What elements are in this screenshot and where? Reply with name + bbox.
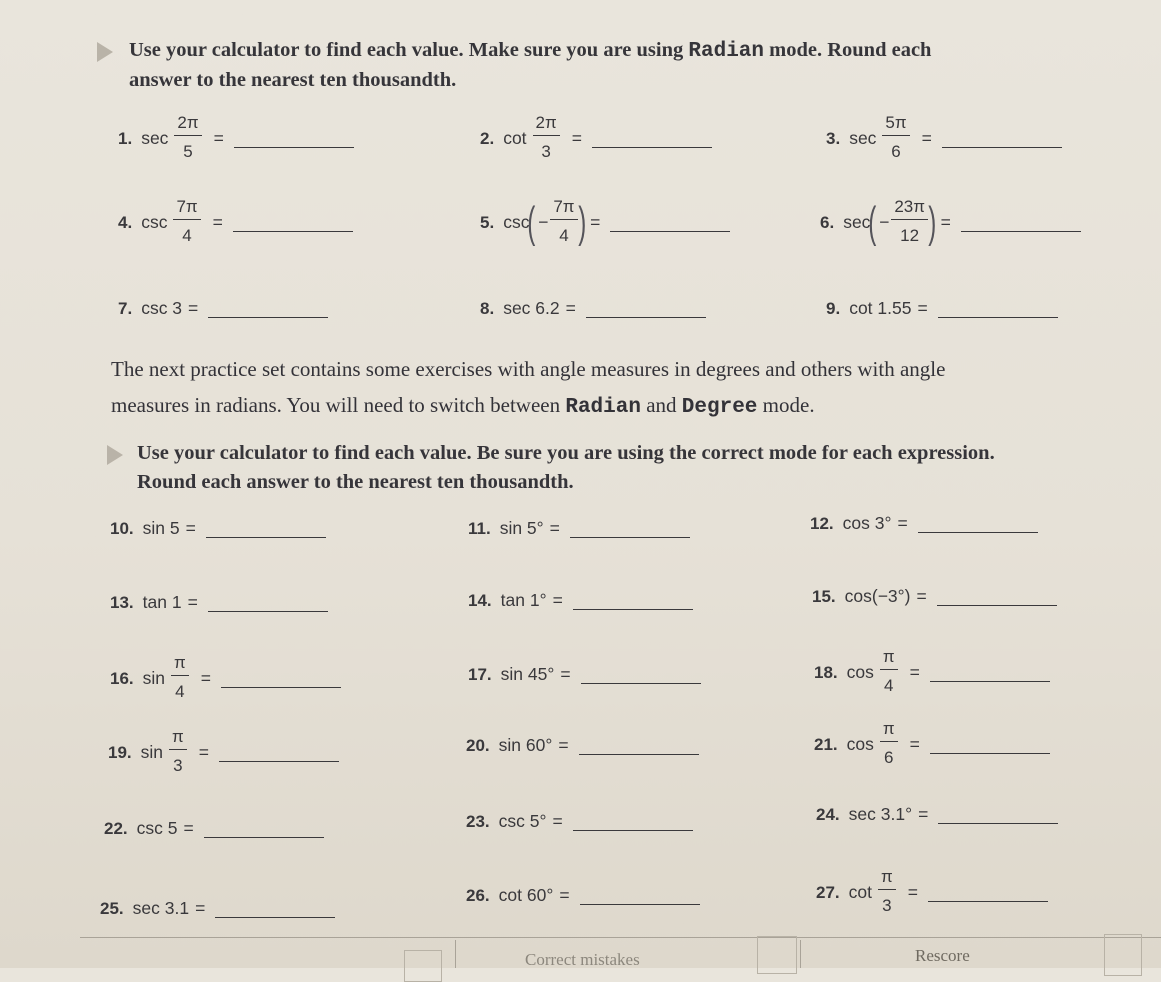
- problem-12: 12. cos 3° =: [810, 513, 1038, 534]
- footer-rule: [80, 937, 1161, 938]
- answer-blank[interactable]: [219, 743, 339, 762]
- answer-blank[interactable]: [938, 299, 1058, 318]
- problem-5: 5. csc ( − $\frac{7\pi}{4}$ ) =: [480, 196, 730, 249]
- answer-blank[interactable]: [234, 129, 354, 148]
- problem-10: 10. sin 5 =: [110, 518, 326, 539]
- answer-blank[interactable]: [221, 669, 341, 688]
- footer-divider: [800, 940, 801, 968]
- answer-blank[interactable]: [592, 129, 712, 148]
- arrow-icon: [107, 445, 123, 465]
- answer-blank[interactable]: [204, 819, 324, 838]
- problem-16: 16. sin $\frac{\pi}{4}$ =: [110, 652, 341, 705]
- correct-mistakes-checkbox[interactable]: [757, 936, 797, 974]
- problem-17: 17. sin 45° =: [468, 664, 701, 685]
- answer-blank[interactable]: [586, 299, 706, 318]
- answer-blank[interactable]: [610, 213, 730, 232]
- problem-19: 19. sin $\frac{\pi}{3}$ =: [108, 726, 339, 779]
- answer-blank[interactable]: [938, 805, 1058, 824]
- problem-14: 14. tan 1° =: [468, 590, 693, 611]
- footer-divider: [455, 940, 456, 968]
- problem-26: 26. cot 60° =: [466, 885, 700, 906]
- answer-blank[interactable]: [580, 886, 700, 905]
- answer-blank[interactable]: [206, 519, 326, 538]
- answer-blank[interactable]: [942, 129, 1062, 148]
- problem-13: 13. tan 1 =: [110, 592, 328, 613]
- problem-11: 11. sin 5° =: [468, 518, 690, 539]
- answer-blank[interactable]: [930, 663, 1050, 682]
- radian-mode-label: Radian: [688, 40, 765, 63]
- problem-1: 1. sec $\frac{2\pi}{5}$ =: [118, 112, 354, 165]
- answer-blank[interactable]: [961, 213, 1081, 232]
- answer-blank[interactable]: [579, 736, 699, 755]
- answer-blank[interactable]: [573, 812, 693, 831]
- instruction-2: Use your calculator to find each value. Be sure you are using the correct mode for each expression. Round each answer to the nearest ten thousandth.: [137, 442, 995, 493]
- arrow-icon: [97, 42, 113, 62]
- answer-blank[interactable]: [208, 299, 328, 318]
- problem-24: 24. sec 3.1° =: [816, 804, 1058, 825]
- problem-22: 22. csc 5 =: [104, 818, 324, 839]
- problem-9: 9. cot 1.55 =: [826, 298, 1058, 319]
- mode-paragraph: The next practice set contains some exercises with angle measures in degrees and others with angle measures in radians. You will need to switch between Radian and Degree mode.: [111, 357, 946, 419]
- problem-2: 2. cot $\frac{2\pi}{3}$ =: [480, 112, 712, 165]
- answer-blank[interactable]: [573, 591, 693, 610]
- problem-21: 21. cos $\frac{\pi}{6}$ =: [814, 718, 1050, 771]
- answer-blank[interactable]: [937, 587, 1057, 606]
- problem-20: 20. sin 60° =: [466, 735, 699, 756]
- problem-25: 25. sec 3.1 =: [100, 898, 335, 919]
- problem-3: 3. sec $\frac{5\pi}{6}$ =: [826, 112, 1062, 165]
- answer-blank[interactable]: [581, 665, 701, 684]
- answer-blank[interactable]: [208, 593, 328, 612]
- answer-blank[interactable]: [570, 519, 690, 538]
- answer-blank[interactable]: [930, 735, 1050, 754]
- rescore-checkbox[interactable]: [1104, 934, 1142, 976]
- answer-blank[interactable]: [918, 514, 1038, 533]
- problem-18: 18. cos $\frac{\pi}{4}$ =: [814, 646, 1050, 699]
- answer-blank[interactable]: [215, 899, 335, 918]
- problem-6: 6. sec ( − $\frac{23\pi}{12}$ ) =: [820, 196, 1081, 249]
- problem-27: 27. cot $\frac{\pi}{3}$ =: [816, 866, 1048, 919]
- problem-4: 4. csc $\frac{7\pi}{4}$ =: [118, 196, 353, 249]
- instruction-1: Use your calculator to find each value. Make sure you are using Radian mode. Round each answer to the nearest ten thousandth.: [129, 39, 932, 91]
- correct-mistakes-label: Correct mistakes: [525, 950, 640, 969]
- answer-blank[interactable]: [928, 883, 1048, 902]
- problem-23: 23. csc 5° =: [466, 811, 693, 832]
- problem-7: 7. csc 3 =: [118, 298, 328, 319]
- rescore-label: Rescore: [915, 946, 970, 965]
- answer-blank[interactable]: [233, 213, 353, 232]
- problem-8: 8. sec 6.2 =: [480, 298, 706, 319]
- problem-15: 15. cos(−3°) =: [812, 586, 1057, 607]
- score-checkbox[interactable]: [404, 950, 442, 982]
